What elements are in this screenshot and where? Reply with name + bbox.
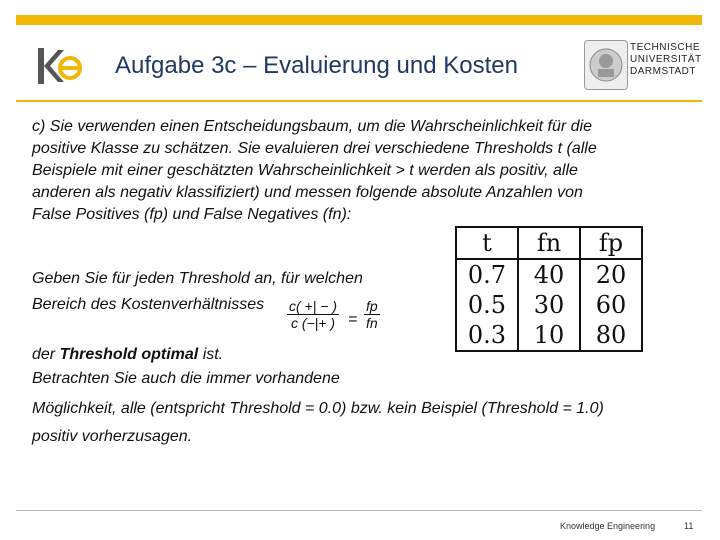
table-header-row (456, 227, 642, 259)
consider-line: Betrachten Sie auch die immer vorhandene (32, 370, 340, 387)
university-line: UNIVERSITÄT (630, 54, 702, 65)
university-line: DARMSTADT (630, 66, 696, 77)
footer-divider (16, 510, 702, 511)
table-cell: 0.5 (456, 290, 518, 320)
table-row (456, 259, 642, 290)
university-seal-icon (584, 40, 628, 90)
table-cell: 40 (518, 259, 580, 290)
possibility-line: Möglichkeit, alle (entspricht Threshold = 0.0) bzw. kein Beispiel (Threshold = 1.0) (32, 400, 604, 417)
ratio-fraction-numerator: fp (366, 298, 378, 314)
cost-fraction-denominator: c (−|+ ) (290, 315, 336, 331)
intro-line: c) Sie verwenden einen Entscheidungsbaum, um die Wahrscheinlichkeit für die (32, 118, 593, 135)
question-text: Geben Sie für jeden Threshold an, für welchen (32, 270, 363, 287)
page-title: Aufgabe 3c – Evaluierung und Kosten (115, 52, 518, 79)
intro-line: Beispiele mit einer geschätzten Wahrscheinlichkeit > t werden als positiv, alle (32, 162, 578, 179)
ke-logo-icon (36, 46, 84, 86)
table-cell: 30 (518, 290, 580, 320)
university-name (630, 42, 702, 78)
top-accent-bar (16, 15, 702, 25)
table-header: t (456, 227, 518, 259)
intro-line: anderen als negativ klassifiziert) und messen folgende absolute Anzahlen von (32, 184, 583, 201)
table-row (456, 290, 642, 320)
question-line (32, 268, 432, 290)
table-cell: 20 (580, 259, 642, 290)
cost-fraction (287, 298, 339, 331)
ratio-fraction (364, 298, 380, 331)
intro-paragraph (32, 116, 672, 226)
table-header: fn (518, 227, 580, 259)
optimal-suffix: ist. (198, 346, 224, 363)
intro-line: False Positives (fp) und False Negatives (fn): (32, 206, 352, 223)
table-cell: 0.3 (456, 320, 518, 351)
table-cell: 0.7 (456, 259, 518, 290)
cost-fraction-numerator: c( +| − ) (289, 298, 337, 314)
optimal-prefix: der (32, 346, 60, 363)
table-cell: 80 (580, 320, 642, 351)
optimal-line (32, 344, 223, 366)
cost-ratio-label: Bereich des Kostenverhältnisses (32, 296, 265, 313)
table-cell: 60 (580, 290, 642, 320)
ratio-fraction-denominator: fn (366, 315, 378, 331)
table-cell: 10 (518, 320, 580, 351)
table-row (456, 320, 642, 351)
table-header: fp (580, 227, 642, 259)
equals-sign: = (348, 311, 358, 328)
intro-line: positive Klasse zu schätzen. Sie evaluieren drei verschiedene Thresholds t (alle (32, 140, 597, 157)
positive-line: positiv vorherzusagen. (32, 428, 193, 445)
university-line: TECHNISCHE (630, 42, 701, 53)
threshold-table (455, 226, 643, 352)
header-divider (16, 100, 702, 102)
optimal-bold-text: Threshold optimal (59, 346, 199, 363)
page-number: 11 (684, 521, 694, 531)
footer-label: Knowledge Engineering (560, 521, 656, 531)
